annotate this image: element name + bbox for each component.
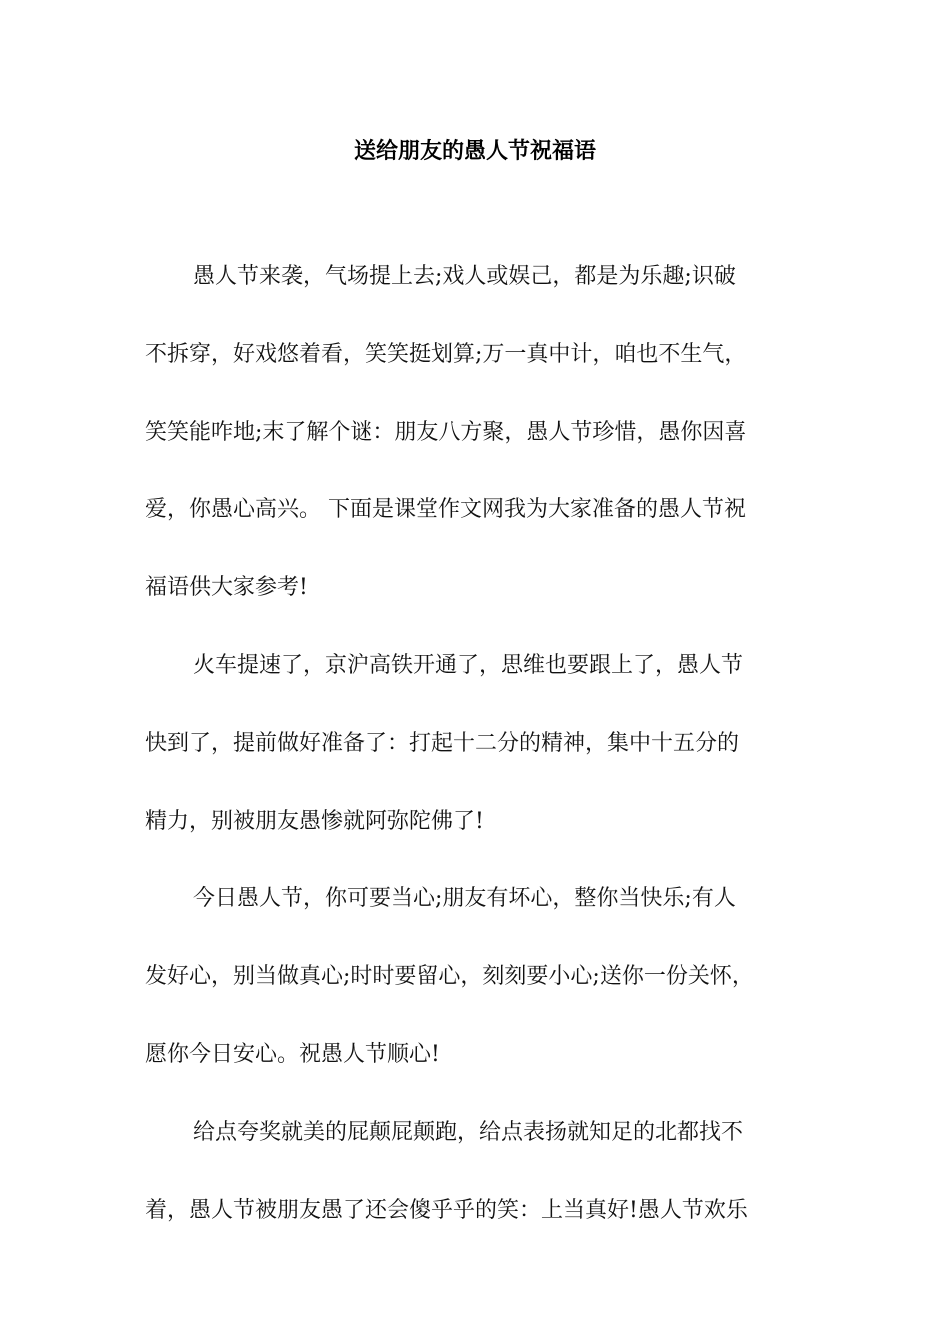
document-body <box>145 251 811 1262</box>
document-title: 送给朋友的愚人节祝福语 <box>353 139 596 164</box>
paragraph-3-line-3: 愿你今日安心。祝愚人节顺心! <box>145 1041 440 1067</box>
paragraph-4-line-1: 给点夸奖就美的屁颠屁颠跑，给点表扬就知足的北都找不 <box>193 1119 744 1145</box>
paragraph-3-line-2: 发好心，别当做真心;时时要留心，刻刻要小心;送你一份关怀， <box>145 964 754 990</box>
paragraph-4-line-2: 着，愚人节被朋友愚了还会傻乎乎的笑：上当真好!愚人节欢乐 <box>145 1197 748 1223</box>
paragraph-2-line-1: 火车提速了，京沪高铁开通了，思维也要跟上了，愚人节 <box>193 652 744 678</box>
paragraph-1-line-3: 笑笑能咋地;末了解个谜：朋友八方聚，愚人节珍惜，愚你因喜 <box>145 419 747 445</box>
paragraph-3-line-1: 今日愚人节，你可要当心;朋友有坏心，整你当快乐;有人 <box>193 886 736 912</box>
paragraph-2-line-2: 快到了，提前做好准备了：打起十二分的精神，集中十五分的 <box>145 730 740 756</box>
paragraph-1-line-2: 不拆穿，好戏悠着看，笑笑挺划算;万一真中计，咱也不生气， <box>145 341 747 367</box>
paragraph-1-line-1: 愚人节来袭，气场提上去;戏人或娱己，都是为乐趣;识破 <box>193 264 736 289</box>
paragraph-2-line-3: 精力，别被朋友愚惨就阿弥陀佛了! <box>145 808 484 834</box>
paragraph-1-line-4: 爱，你愚心高兴。 下面是课堂作文网我为大家准备的愚人节祝 <box>145 497 746 523</box>
paragraph-1-line-5: 福语供大家参考! <box>145 575 308 601</box>
